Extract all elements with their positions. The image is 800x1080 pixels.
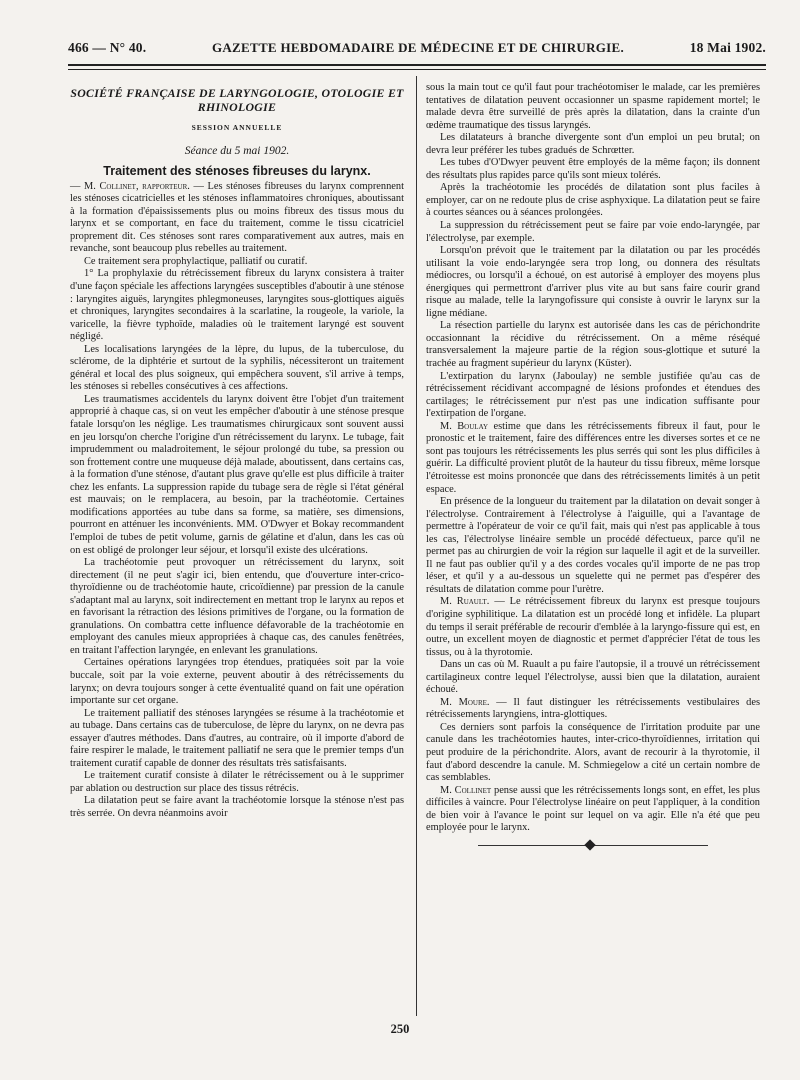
paragraph: Les dilatateurs à branche divergente sont d'un emploi un peu brutal; on devra leur préférer les tubes gradués de Schrœtter.	[426, 132, 760, 156]
paragraph: Les localisations laryngées de la lèpre, du lupus, de la tuberculose, du sclérome, de la diphtérie et surtout de la syphilis, nécessiteront un traitement général et local des plus soigneux, qui empêchera souvent, s'il arrive à temps, les sténoses si rebelles consécutives à ces affections.	[70, 343, 404, 393]
society-title: SOCIÉTÉ FRANÇAISE DE LARYNGOLOGIE, OTOLOGIE ET RHINOLOGIE	[70, 86, 404, 114]
paragraph: 1° La prophylaxie du rétrécissement fibreux du larynx consistera à traiter d'une façon spéciale les affections laryngées susceptibles d'aboutir à une sténose : laryngites aiguës, laryngites phlegmoneuses, laryngites sous-glottiques aiguës et chroniques, laryngites secondaires à la scarlatine, la rougeole, la variole, la varicelle, la fièvre typhoïde, maladies où le traitement laryngé est souvent négligé.	[70, 268, 404, 343]
paragraph: Certaines opérations laryngées trop étendues, pratiquées soit par la voie buccale, soit par la voie externe, peuvent aboutir à des rétrécissements du larynx; on devra toujours songer à cette éventualité quand on fait une opération importante sur cet organe.	[70, 657, 404, 707]
header-date: 18 Mai 1902.	[689, 40, 766, 55]
paragraph: Dans un cas où M. Ruault a pu faire l'autopsie, il a trouvé un rétrécissement cartilagineux contre lequel l'électrolyse, aussi bien que la dilatation, auraient échoué.	[426, 659, 760, 696]
header-page-number: 466 — N° 40.	[68, 40, 147, 55]
paragraph: Après la trachéotomie les procédés de dilatation sont plus faciles à employer, car on ne redoute plus de crise asphyxique. La dilatation peut se faire à courtes séances ou à séances prolongées.	[426, 182, 760, 219]
right-column	[426, 82, 760, 846]
speaker-name: M. Boulay	[440, 420, 489, 432]
paragraph: La dilatation peut se faire avant la trachéotomie lorsque la sténose n'est pas très serrée. On devra néanmoins avoir	[70, 795, 404, 819]
paragraph: Les tubes d'O'Dwyer peuvent être employés de la même façon; ils donnent des résultats plus rapides parce qu'ils sont mieux tolérés.	[426, 157, 760, 181]
section-end-ornament	[478, 845, 708, 846]
header-rule-thick	[68, 64, 766, 66]
header-rule-thin	[68, 69, 766, 70]
paragraph: M. Boulay estime que dans les rétrécissements fibreux il faut, pour le pronostic et le traitement, faire des différences entre les diverses sortes et ce ne sont pas toujours les rétrécissements les plus serrés qui sont les plus difficiles à guérir. La difficulté provient plutôt de la hauteur du tissu fibreux, même lorsque l'étroitesse est moins prononcée que dans des rétrécissements limités à un petit espace.	[426, 420, 761, 495]
column-divider	[416, 76, 417, 1016]
page-number: 250	[390, 1022, 410, 1036]
header-journal-title: GAZETTE HEBDOMADAIRE DE MÉDECINE ET DE CHIRURGIE.	[211, 40, 625, 55]
running-header	[68, 40, 766, 60]
seance-date: Séance du 5 mai 1902.	[184, 144, 290, 157]
paragraph: La suppression du rétrécissement peut se faire par voie endo-laryngée, par l'électrolyse, par exemple.	[426, 220, 760, 244]
paragraph: En présence de la longueur du traitement par la dilatation on devait songer à l'électrolyse. Contrairement à l'électrolyse à l'aiguille, qui a l'avantage de permettre à l'opérateur de voir ce qu'il fait, mais qui n'est pas applicable à tous les cas, l'électrolyse linéaire semble un procédé défectueux, parce qu'il ne permet pas au chirurgien de voir la région sur laquelle il agit et de la surveiller. Il ne faut pas oublier qu'il y a des cordes vocales qu'il importe de ne pas trop léser, et qu'il y a au-dessous un squelette qui ne permet pas d'espérer des résultats de dilatation comme pour l'urètre.	[426, 496, 760, 595]
speaker-name: M. Ruault.	[440, 596, 490, 608]
paragraph: Ce traitement sera prophylactique, palliatif ou curatif.	[84, 255, 308, 267]
paragraph: Ces derniers sont parfois la conséquence de l'irritation produite par une canule dans les trachéotomies hautes, inter-crico-thyroïdiennes, irritation qui peut produire de la périchondrite. Alors, avant de recourir à la thyrotomie, il faut d'abord descendre la canule. M. Schmiegelow a cité un certain nombre de cas semblables.	[426, 721, 760, 784]
article-title: Traitement des sténoses fibreuses du larynx.	[103, 164, 371, 179]
paragraph: M. Moure. — Il faut distinguer les rétrécissements vestibulaires des rétrécissements laryngiens, intra-glottiques.	[426, 696, 760, 721]
paragraph: sous la main tout ce qu'il faut pour trachéotomiser le malade, car les premières tentatives de dilatation peuvent occasionner un spasme rapidement mortel; le malade devra être surveillé de près après la dilatation, dans la crainte d'un œdème traumatique des tissus laryngés.	[426, 82, 760, 131]
rapporteur: — M. Collinet, rapporteur. —	[70, 180, 204, 192]
session-label: SESSION ANNUELLE	[191, 123, 283, 132]
paragraph: — M. Collinet, rapporteur. — Les sténoses fibreuses du larynx comprennent les sténoses cicatricielles et les sténoses inflammatoires chroniques, aboutissant à la formation d'épaississements plus ou moins fibreux des tissus mous du larynx et se comportant, en face du traitement, comme le tissu cicatriciel proprement dit. Ces sténoses sont rares comparativement aux autres, mais en revanche, sont beaucoup plus rebelles au traitement.	[70, 180, 404, 255]
left-column	[70, 82, 404, 821]
paragraph: Le traitement curatif consiste à dilater le rétrécissement ou à le supprimer par ablation ou destruction sur place des tissus rétrécis.	[70, 770, 404, 794]
speaker-name: M. Collinet	[440, 784, 492, 796]
paragraph: Lorsqu'on prévoit que le traitement par la dilatation ou par les procédés utilisant la voie endo-laryngée sera trop long, ou donnera des résultats médiocres, ou lorsqu'il a échoué, on est autorisé à employer des moyens plus énergiques qui permettront d'arriver plus vite au but sans faire courir grand risque au malade, telle la laryngofissure qui consiste à ouvrir le larynx sur la ligne médiane.	[426, 245, 760, 319]
paragraph: La résection partielle du larynx est autorisée dans les cas de périchondrite occasionnant la récidive du rétrécissement. On a même réséqué transversalement la majeure partie de la région sous-glottique et suturé la trachée au fragment supérieur du larynx (Küster).	[426, 320, 760, 370]
diamond-ornament-icon	[584, 839, 595, 850]
paragraph: L'extirpation du larynx (Jaboulay) ne semble justifiée qu'au cas de rétrécissement récidivant accompagné de lésions profondes et étendues des cartilages; le rétrécissement pur n'est pas une indication suffisante pour l'extirpation de l'organe.	[426, 370, 760, 420]
paragraph: Les traumatismes accidentels du larynx doivent être l'objet d'un traitement approprié à chaque cas, si on veut les empêcher d'aboutir à une sténose presque fatale lorsqu'on les néglige. Les traumatismes chirurgicaux sont souvent aussi en jeu lorsqu'on cherche l'origine d'un rétrécissement du larynx. Le tubage, fait imprudemment ou maladroitement, le séjour prolongé du tube, sa pression ou son frottement contre une muqueuse déjà malade, aboutissent, dans certains cas, à la formation d'une sténose, d'autant plus grave qu'elle est plus difficile à traiter chez les enfants. La suppression rapide du tubage sera de règle si l'état général est mauvais; on le remplacera, au besoin, par la trachéotomie. Certaines modifications apportées au tube dans sa forme, sa matière, ses dimensions, pourront en atténuer les inconvénients. MM. O'Dwyer et Bokay recommandent l'emploi de tubes de petit volume, garnis de gélatine et d'alun, dans les cas où on est obligé de prolonger leur séjour, et lorsqu'il existe des ulcérations.	[70, 393, 404, 556]
paragraph: La trachéotomie peut provoquer un rétrécissement du larynx, soit directement (il ne peut s'agir ici, bien entendu, que d'ouverture inter-crico-thyroïdienne ou de trachéotomie haute, cricoïdienne) par pression de la canule s'adaptant mal au larynx, soit indirectement en mettant trop le larynx au repos et en favorisant la rétraction des lésions primitives de l'organe, ou la formation de granulations. On combattra cette influence défavorable de la trachéotomie en employant des canules mieux appropriées à chaque cas, des canules fenêtrées, en traitant l'affection laryngée, en enlevant les granulations.	[70, 557, 404, 656]
paragraph: M. Collinet pense aussi que les rétrécissements longs sont, en effet, les plus difficiles à vaincre. Pour l'électrolyse linéaire on peut l'appliquer, à la condition de bien voir à l'avance le point sur lequel on va agir. Elle n'a été que peu employée pour le larynx.	[426, 784, 760, 834]
speaker-name: M. Moure.	[440, 696, 490, 708]
paragraph: Le traitement palliatif des sténoses laryngées se résume à la trachéotomie et au tubage. Dans certains cas de tuberculose, de lèpre du larynx, on ne devra pas essayer d'autres méthodes. Dans d'autres, au contraire, où il importe d'abord de faire respirer le malade, le traitement palliatif ne sera que le premier temps d'un traitement curatif capable de donner des résultats très satisfaisants.	[70, 707, 404, 769]
paragraph: M. Ruault. — Le rétrécissement fibreux du larynx est presque toujours d'origine syphilitique. La dilatation est un procédé long et infidèle. La plupart du temps il serait préférable de recourir d'emblée à la laryngo-fissure qui est, en outre, un excellent moyen de diagnostic et permet d'apprécier l'état de tous les tissus, ou à la thyrotomie.	[426, 596, 760, 658]
